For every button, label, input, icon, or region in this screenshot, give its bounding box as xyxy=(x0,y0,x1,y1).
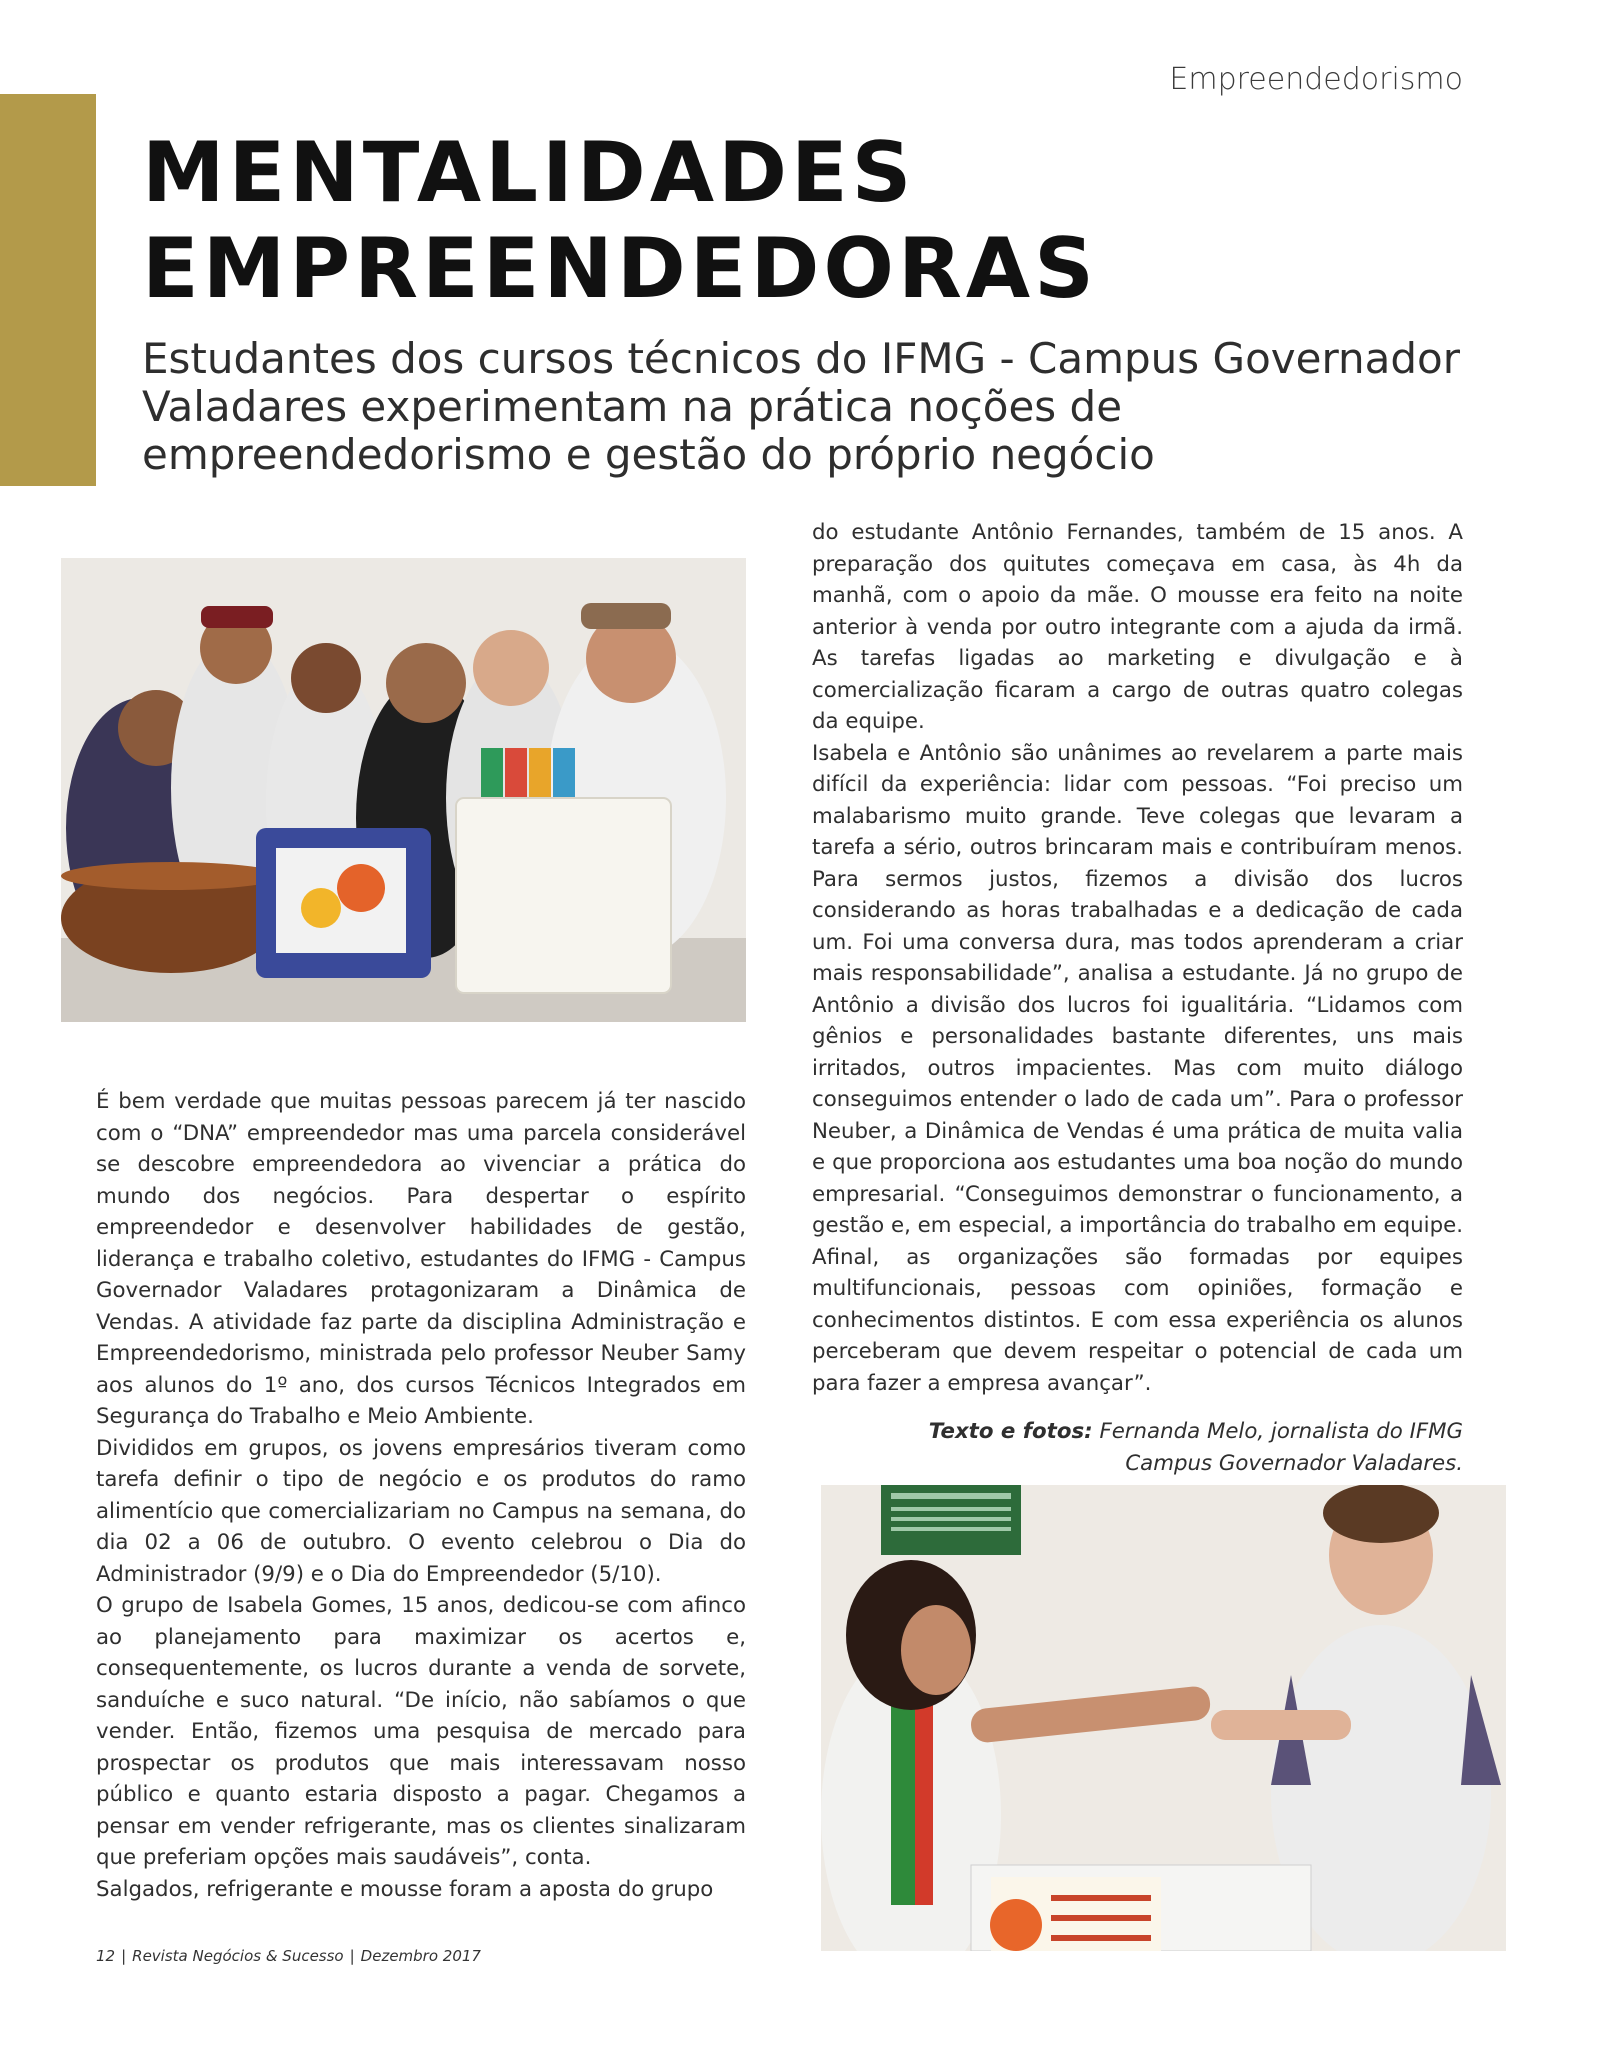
paragraph: É bem verdade que muitas pessoas parecem já ter nascido com o “DNA” empreendedor mas uma parcela considerável se descobre empreendedora ao vivenciar a prática do mundo dos negócios. Para despertar o espírito empreendedor e desenvolver habilidades de gestão, liderança e trabalho coletivo, estudantes do IFMG - Campus Governador Valadares protagonizaram a Dinâmica de Vendas. A atividade faz parte da disciplina Administração e Empreendedorismo, ministrada pelo professor Neuber Samy aos alunos do 1º ano, dos cursos Técnicos Integrados em Segurança do Trabalho e Meio Ambiente. xyxy=(96,1089,746,1429)
left-column xyxy=(96,1086,746,1905)
credit-line-2: Campus Governador Valadares. xyxy=(1125,1450,1463,1476)
credit-label: Texto e fotos: xyxy=(928,1419,1093,1444)
paragraph: Salgados, refrigerante e mousse foram a aposta do grupo xyxy=(96,1876,714,1902)
paragraph: Isabela e Antônio são unânimes ao revelarem a parte mais difícil da experiência: lidar com pessoas. “Foi preciso um malabarismo muito grande. Teve colegas que levaram a tarefa a sério, outros brincaram mais e contribuíram menos. Para sermos justos, fizemos a divisão dos lucros considerando as horas trabalhadas e a dedicação de cada um. Foi uma conversa dura, mas todos aprenderam a criar mais responsabilidade”, analisa a estudante. Já no grupo de Antônio a divisão dos lucros foi igualitária. “Lidamos com gênios e personalidades bastante diferentes, uns mais irritados, outros impacientes. Mas com muito diálogo conseguimos entender o lado de cada um”. Para o professor Neuber, a Dinâmica de Vendas é uma prática de muita valia e que proporciona aos estudantes uma boa noção do mundo empresarial. “Conseguimos demonstrar o funcionamento, a gestão e, em especial, a importância do trabalho em equipe. Afinal, as organizações são formadas por equipes multifuncionais, pessoas com opiniões, formação e conhecimentos distintos. E com essa experiência os alunos perceberam que devem respeitar o potencial de cada um para fazer a empresa avançar”. xyxy=(812,740,1463,1396)
paragraph: do estudante Antônio Fernandes, também de 15 anos. A preparação dos quitutes começava em casa, às 4h da manhã, com o apoio da mãe. O mousse era feito na noite anterior à venda por outro integrante com a ajuda da irmã. As tarefas ligadas ao marketing e divulgação e à comercialização ficaram a cargo de outras quatro colegas da equipe. xyxy=(812,520,1463,734)
title-line-1: MENTALIDADES xyxy=(142,124,916,221)
page-footer: 12 | Revista Negócios & Sucesso | Dezembro 2017 xyxy=(96,1947,481,1965)
photo-credit xyxy=(812,1416,1463,1479)
section-label: Empreendedorismo xyxy=(1169,62,1463,97)
credit-line-1: Fernanda Melo, jornalista do IFMG xyxy=(1099,1419,1463,1444)
paragraph: O grupo de Isabela Gomes, 15 anos, dedicou-se com afinco ao planejamento para maximizar os acertos e, consequentemente, os lucros durante a venda de sorvete, sanduíche e suco natural. “De início, não sabíamos o que vender. Então, fizemos uma pesquisa de mercado para prospectar os produtos que mais interessavam nosso público e quanto estaria disposto a pagar. Chegamos a pensar em vender refrigerante, mas os clientes sinalizaram que preferiam opções mais saudáveis”, conta. xyxy=(96,1593,746,1870)
accent-bar xyxy=(0,94,96,486)
page-number: 12 xyxy=(96,1947,116,1965)
page-title xyxy=(142,125,1098,317)
issue-date: Dezembro 2017 xyxy=(360,1947,481,1965)
title-line-2: EMPREENDEDORAS xyxy=(142,220,1098,317)
sale-moment-photo xyxy=(821,1485,1506,1951)
students-group-photo xyxy=(61,558,746,1022)
paragraph: Divididos em grupos, os jovens empresários tiveram como tarefa definir o tipo de negócio e os produtos do ramo alimentício que comercializariam no Campus na semana, do dia 02 a 06 de outubro. O evento celebrou o Dia do Administrador (9/9) e o Dia do Empreendedor (5/10). xyxy=(96,1435,746,1587)
magazine-name: Revista Negócios & Sucesso xyxy=(132,1947,344,1965)
subtitle: Estudantes dos cursos técnicos do IFMG - Campus Governador Valadares experimentam na prática noções de empreendedorismo e gestão do próprio negócio xyxy=(142,334,1460,479)
right-column xyxy=(812,517,1463,1479)
